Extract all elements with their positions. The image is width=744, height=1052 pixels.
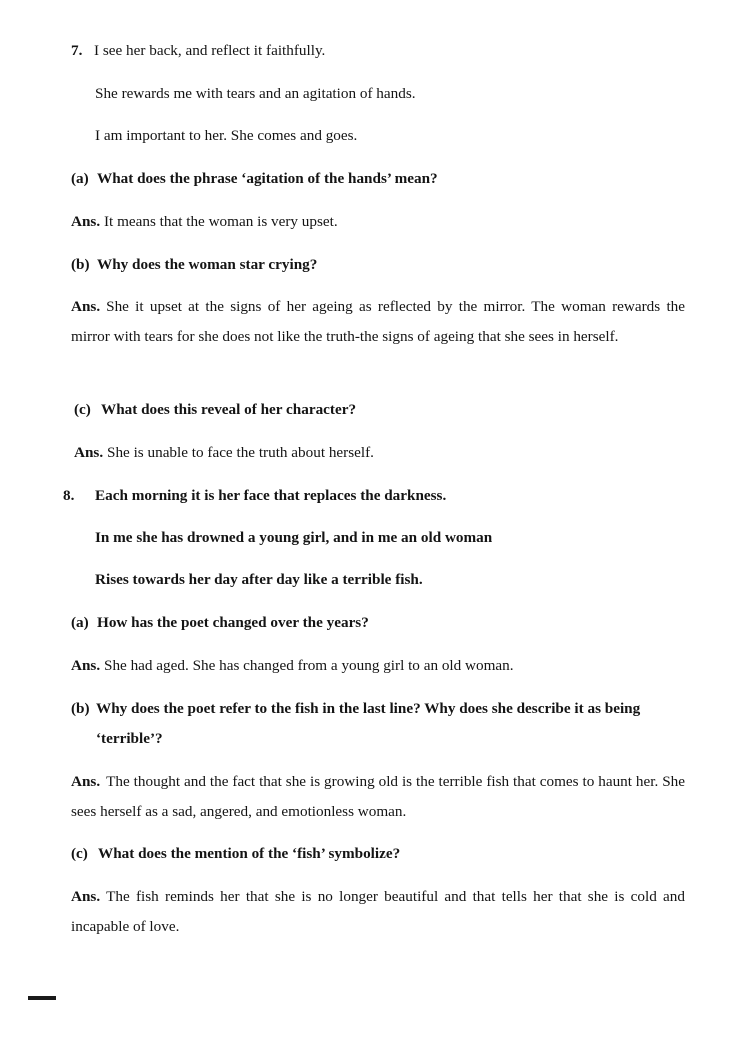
question-8-part-b-text: Why does the poet refer to the fish in the last line? Why does she describe it as being ‘terrible’? <box>96 700 641 747</box>
question-8-part-a <box>71 608 707 638</box>
question-8-answer-b <box>71 767 685 827</box>
question-8-line-1-text: Each morning it is her face that replaces the darkness. <box>95 487 447 504</box>
question-8-part-c-marker: (c) <box>71 845 88 862</box>
question-7-stanza-line-2: She rewards me with tears and an agitation of hands. <box>95 85 416 102</box>
question-8-stanza-line-2: In me she has drowned a young girl, and in me an old woman <box>95 529 493 546</box>
question-7-part-a-text: What does the phrase ‘agitation of the hands’ mean? <box>97 170 438 187</box>
question-7-answer-c-text: She is unable to face the truth about herself. <box>107 444 374 461</box>
question-7-answer-c-marker: Ans. <box>74 444 104 461</box>
question-7-part-b-marker: (b) <box>71 256 90 273</box>
question-8-stanza-line-3: Rises towards her day after day like a terrible fish. <box>95 571 423 588</box>
question-7-answer-b-marker: Ans. <box>71 298 101 315</box>
question-7-part-c <box>74 395 711 425</box>
question-8-part-c <box>71 839 708 869</box>
question-7-answer-c <box>74 438 717 468</box>
question-7-part-b <box>71 250 707 280</box>
question-7-part-b-text: Why does the woman star crying? <box>97 256 318 273</box>
question-7-part-c-text: What does this reveal of her character? <box>101 401 357 418</box>
question-7-answer-b <box>71 292 685 352</box>
question-7-number: 7. <box>71 42 83 59</box>
question-8-answer-c-text: The fish reminds her that she is no longer beautiful and that tells her that she is cold and incapable of love. <box>71 888 685 935</box>
page-bottom-rule <box>28 996 56 1000</box>
question-7-part-c-marker: (c) <box>74 401 91 418</box>
question-8-part-a-text: How has the poet changed over the years? <box>97 614 369 631</box>
question-7-answer-a-text: It means that the woman is very upset. <box>104 213 338 230</box>
question-8-part-a-marker: (a) <box>71 614 89 631</box>
question-8-stanza-line-1 <box>63 481 710 511</box>
question-7-part-a <box>71 164 707 194</box>
question-7-line-1-text: I see her back, and reflect it faithfully. <box>94 42 326 59</box>
question-8-answer-c-marker: Ans. <box>71 888 101 905</box>
question-7-part-a-marker: (a) <box>71 170 89 187</box>
question-8-part-c-text: What does the mention of the ‘fish’ symbolize? <box>98 845 401 862</box>
question-8-part-b <box>71 694 710 754</box>
question-8-answer-c <box>71 882 685 942</box>
question-8-part-b-marker: (b) <box>71 700 90 717</box>
question-7-stanza-line-3: I am important to her. She comes and goes. <box>95 127 358 144</box>
question-8-answer-b-marker: Ans. <box>71 773 101 790</box>
question-7-answer-a-marker: Ans. <box>71 213 101 230</box>
question-8-answer-a <box>71 651 714 681</box>
question-8-answer-a-marker: Ans. <box>71 657 101 674</box>
question-7-stanza-line-1 <box>71 36 694 66</box>
question-8-number: 8. <box>63 487 75 504</box>
question-8-answer-b-text: The thought and the fact that she is growing old is the terrible fish that comes to haunt her. She sees herself as a sad, angered, and emotionless woman. <box>71 773 685 820</box>
question-7-answer-b-text: She it upset at the signs of her ageing as reflected by the mirror. The woman rewards the mirror with tears for she does not like the truth-the signs of ageing that she sees in herself. <box>71 298 685 345</box>
question-7-answer-a <box>71 207 714 237</box>
question-8-answer-a-text: She had aged. She has changed from a young girl to an old woman. <box>104 657 514 674</box>
